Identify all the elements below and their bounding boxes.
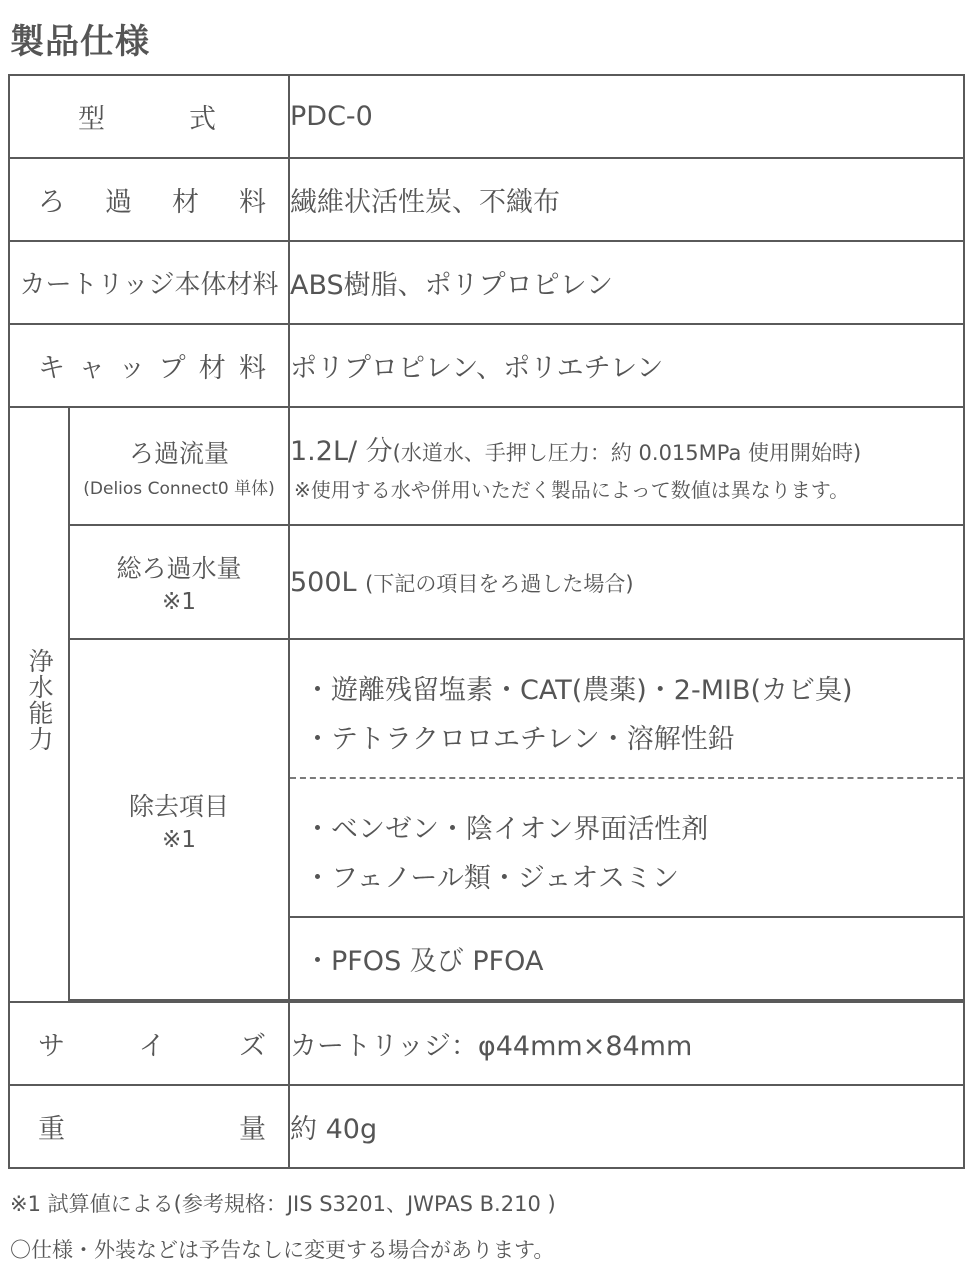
table-row <box>9 241 964 324</box>
table-row <box>9 75 964 158</box>
weight-label: 重 量 <box>9 1085 289 1168</box>
footnote-2: 〇仕様・外装などは予告なしに変更する場合があります。 <box>10 1238 555 1262</box>
weight-value: 約 40g <box>289 1085 964 1168</box>
table-row <box>9 1002 964 1085</box>
size-label: サ イ ズ <box>9 1002 289 1085</box>
footnotes <box>10 1188 556 1264</box>
footnote-1: ※1 試算値による(参考規格：JIS S3201、JWPAS B.210 ) <box>10 1192 556 1216</box>
list-item: ・フェノール類・ジェオスミン <box>304 863 680 894</box>
removal-group-3 <box>289 917 964 1000</box>
total-value: 500L (下記の項目をろ過した場合) <box>289 525 964 639</box>
cartridge-material-label: カートリッジ本体材料 <box>9 241 289 324</box>
page-title: 製品仕様 <box>10 22 150 62</box>
removal-group-2 <box>289 778 964 917</box>
table-row <box>9 407 964 525</box>
cap-material-value: ポリプロピレン、ポリエチレン <box>289 324 964 407</box>
model-value: PDC-0 <box>289 75 964 158</box>
table-row <box>9 324 964 407</box>
removal-group-1 <box>289 639 964 778</box>
removal-label: 除去項目 ※1 <box>69 639 289 1000</box>
purification-group-label: 浄水能力 <box>9 407 69 1002</box>
model-label: 型 式 <box>9 75 289 158</box>
table-row <box>9 1085 964 1168</box>
flow-label: ろ過流量 (Delios Connect0 単体) <box>69 407 289 525</box>
size-value: カートリッジ：φ44mm×84mm <box>289 1002 964 1085</box>
filter-material-label: ろ 過 材 料 <box>9 158 289 241</box>
total-label: 総ろ過水量 ※1 <box>69 525 289 639</box>
list-item: ・ベンゼン・陰イオン界面活性剤 <box>304 814 709 845</box>
list-item: ・PFOS 及び PFOA <box>304 946 544 977</box>
list-item: ・テトラクロロエチレン・溶解性鉛 <box>304 724 735 755</box>
table-row <box>9 639 964 778</box>
cartridge-material-value: ABS樹脂、ポリプロピレン <box>289 241 964 324</box>
flow-value: 1.2L/ 分(水道水、手押し圧力：約 0.015MPa 使用開始時) ※使用する水や併用いただく製品によって数値は異なります。 <box>289 407 964 525</box>
list-item: ・遊離残留塩素・CAT(農薬)・2-MIB(カビ臭) <box>304 675 853 706</box>
filter-material-value: 繊維状活性炭、不織布 <box>289 158 964 241</box>
cap-material-label: キ ャ ッ プ 材 料 <box>9 324 289 407</box>
table-row <box>9 158 964 241</box>
table-row <box>9 525 964 639</box>
spec-table <box>8 74 965 1169</box>
